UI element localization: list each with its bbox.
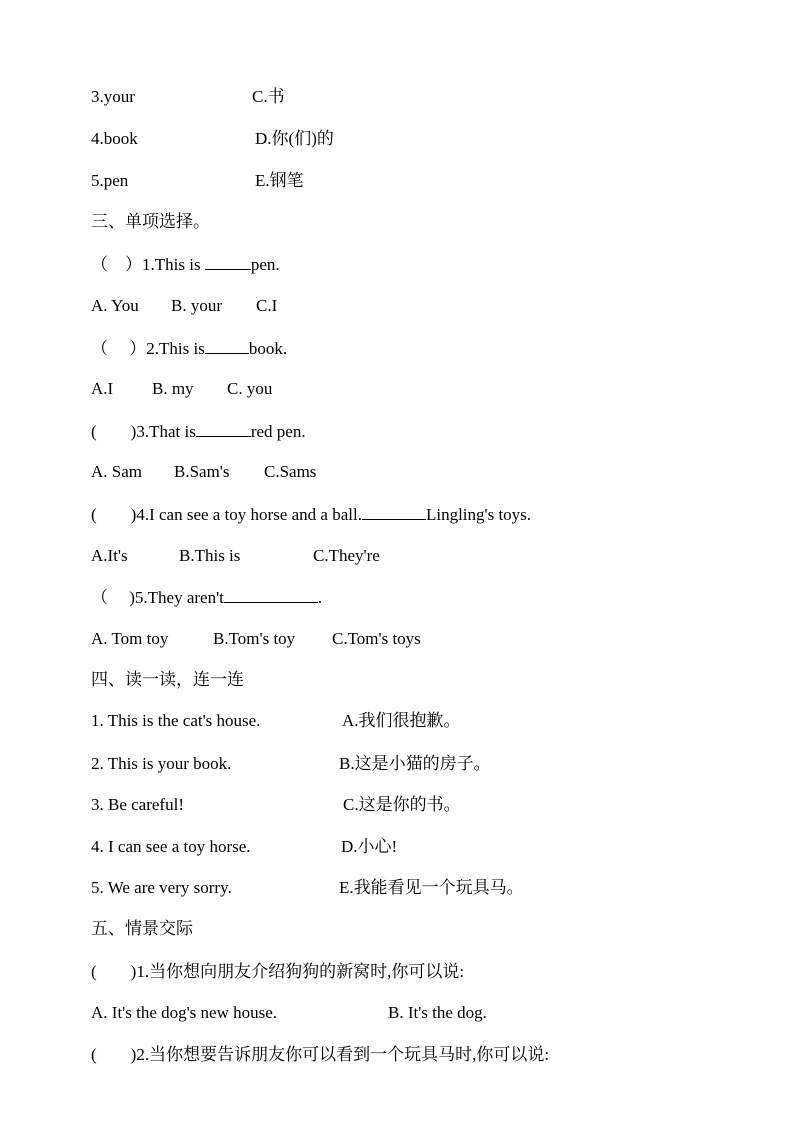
q1-option-c: C.I <box>256 296 278 315</box>
answer-paren: （ ) <box>91 588 135 607</box>
q2-option-c: C. you <box>227 379 273 398</box>
question-text-end: Lingling's toys. <box>425 505 532 524</box>
question-text: 5.They aren't <box>134 588 224 607</box>
match-right-e: E.钢笔 <box>255 171 304 190</box>
answer-blank <box>196 421 251 437</box>
answer-blank <box>205 338 249 354</box>
question-text: 1.This is <box>142 255 205 274</box>
section-title-match: 四、读一读，连一连 <box>91 670 244 689</box>
q4-option-c: C.They're <box>313 546 380 565</box>
answer-blank <box>205 254 251 270</box>
q3-option-c: C.Sams <box>264 462 317 481</box>
q2-option-a: A.I <box>91 379 114 398</box>
question-text-end: pen. <box>250 255 280 274</box>
pair-right-e: E.我能看见一个玩具马。 <box>339 878 524 897</box>
question-text-end: red pen. <box>250 422 306 441</box>
question-text: 3.That is <box>136 422 196 441</box>
answer-blank <box>362 504 426 520</box>
match-left-3: 3.your <box>91 87 135 106</box>
q3-option-b: B.Sam's <box>174 462 230 481</box>
match-right-c: C.书 <box>252 87 285 106</box>
pair-right-a: A.我们很抱歉。 <box>342 711 461 730</box>
q4-option-b: B.This is <box>179 546 241 565</box>
pair-right-c: C.这是你的书。 <box>343 795 461 814</box>
question-5 <box>91 587 322 608</box>
match-left-5: 5.pen <box>91 171 129 190</box>
answer-paren: ( ) <box>91 422 137 441</box>
match-right-d: D.你(们)的 <box>255 129 334 148</box>
answer-paren: （ ） <box>91 339 147 358</box>
question-2 <box>91 338 287 359</box>
sq1-option-a: A. It's the dog's new house. <box>91 1003 278 1022</box>
answer-paren: ( ) <box>91 962 137 981</box>
q4-option-a: A.It's <box>91 546 128 565</box>
pair-left-5: 5. We are very sorry. <box>91 878 232 897</box>
question-text-end: book. <box>248 339 288 358</box>
sq1-option-b: B. It's the dog. <box>388 1003 487 1022</box>
section-title-choice: 三、单项选择。 <box>91 212 210 231</box>
question-text: 2.This is <box>146 339 205 358</box>
pair-left-2: 2. This is your book. <box>91 754 232 773</box>
pair-left-1: 1. This is the cat's house. <box>91 711 261 730</box>
question-text: 1.当你想向朋友介绍狗狗的新窝时,你可以说: <box>136 962 465 981</box>
answer-paren: ( ) <box>91 1045 137 1064</box>
question-1 <box>91 254 280 275</box>
situation-question-1 <box>91 962 464 982</box>
situation-question-2 <box>91 1045 549 1065</box>
answer-paren: ( ) <box>91 505 137 524</box>
answer-paren: （ ） <box>91 255 142 274</box>
pair-right-d: D.小心! <box>341 837 398 856</box>
q5-option-c: C.Tom's toys <box>332 629 421 648</box>
answer-blank <box>224 587 318 603</box>
question-text-end: . <box>317 588 323 607</box>
q3-option-a: A. Sam <box>91 462 142 481</box>
q5-option-b: B.Tom's toy <box>213 629 296 648</box>
q2-option-b: B. my <box>152 379 194 398</box>
question-3 <box>91 421 306 442</box>
section-title-situation: 五、情景交际 <box>91 919 193 938</box>
pair-left-4: 4. I can see a toy horse. <box>91 837 251 856</box>
q5-option-a: A. Tom toy <box>91 629 169 648</box>
pair-right-b: B.这是小猫的房子。 <box>339 754 491 773</box>
pair-left-3: 3. Be careful! <box>91 795 184 814</box>
question-text: 2.当你想要告诉朋友你可以看到一个玩具马时,你可以说: <box>136 1045 550 1064</box>
q1-option-a: A. You <box>91 296 139 315</box>
question-4 <box>91 504 531 525</box>
question-text: 4.I can see a toy horse and a ball. <box>136 505 362 524</box>
q1-option-b: B. your <box>171 296 222 315</box>
match-left-4: 4.book <box>91 129 138 148</box>
